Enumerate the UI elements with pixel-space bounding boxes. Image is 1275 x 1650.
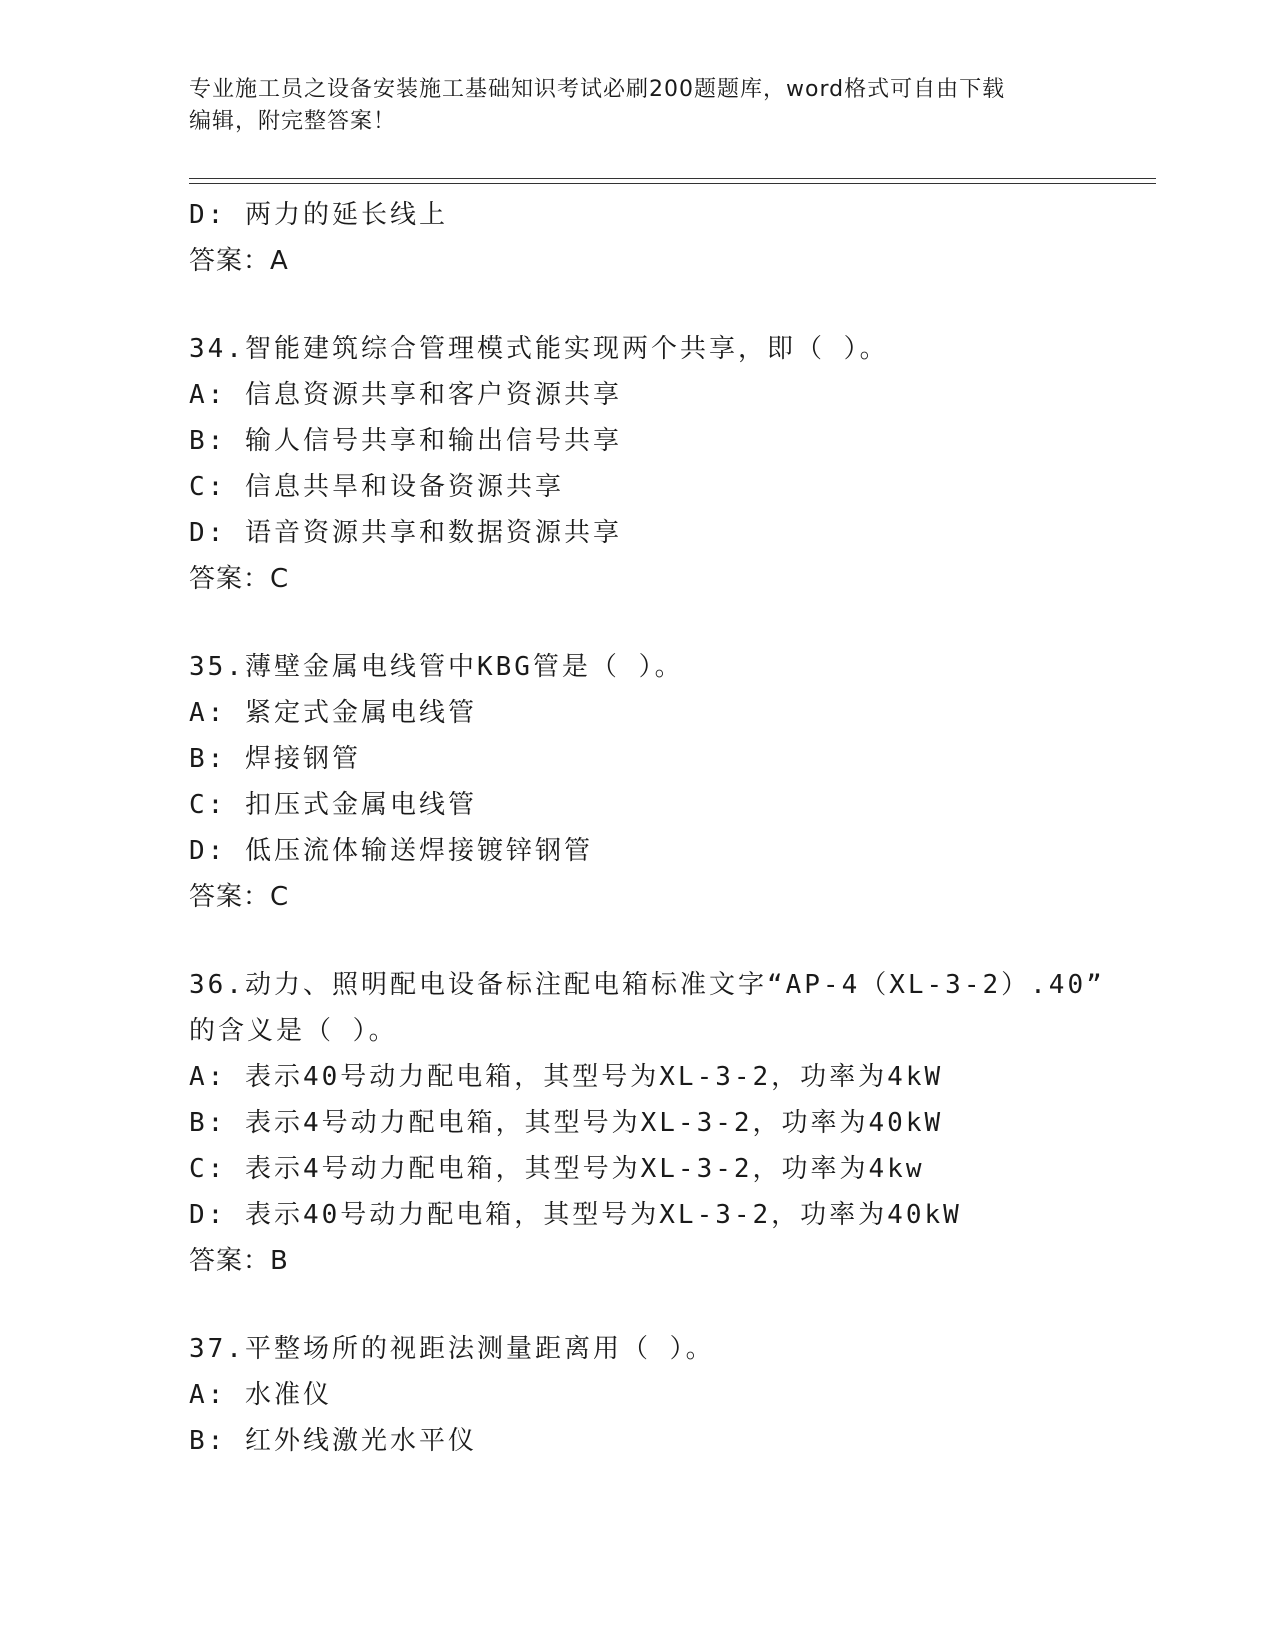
spacer bbox=[189, 1284, 1089, 1326]
question-stem: 37.平整场所的视距法测量距离用（ ）。 bbox=[189, 1334, 715, 1364]
previous-question-tail bbox=[189, 192, 1089, 284]
option-d: D: 语音资源共享和数据资源共享 bbox=[189, 518, 622, 548]
option-b: B: 焊接钢管 bbox=[189, 744, 361, 774]
question-stem: 35.薄壁金属电线管中KBG管是（ ）。 bbox=[189, 652, 684, 682]
question-stem-line2: 的含义是（ ）。 bbox=[189, 1016, 398, 1046]
option-b: B: 输人信号共享和输出信号共享 bbox=[189, 426, 622, 456]
option-c: C: 扣压式金属电线管 bbox=[189, 790, 477, 820]
answer-line: 答案：A bbox=[189, 246, 289, 276]
question-stem-line1: 36.动力、照明配电设备标注配电箱标准文字“AP-4（XL-3-2）.40” bbox=[189, 970, 1105, 1000]
question-stem: 34.智能建筑综合管理模式能实现两个共享，即（ ）。 bbox=[189, 334, 889, 364]
option-b: B: 表示4号动力配电箱，其型号为XL-3-2，功率为40kW bbox=[189, 1108, 944, 1138]
option-a: A: 紧定式金属电线管 bbox=[189, 698, 477, 728]
question-34 bbox=[189, 326, 1089, 602]
question-37 bbox=[189, 1326, 1089, 1464]
option-d: D: 低压流体输送焊接镀锌钢管 bbox=[189, 836, 593, 866]
spacer bbox=[189, 602, 1089, 644]
answer-line: 答案：C bbox=[189, 882, 290, 912]
option-a: A: 水准仪 bbox=[189, 1380, 332, 1410]
document-body bbox=[189, 192, 1105, 1464]
option-c: C: 表示4号动力配电箱，其型号为XL-3-2，功率为4kw bbox=[189, 1154, 925, 1184]
option-d: D: 两力的延长线上 bbox=[189, 200, 448, 230]
answer-line: 答案：B bbox=[189, 1246, 289, 1276]
answer-line: 答案：C bbox=[189, 564, 290, 594]
option-d: D: 表示40号动力配电箱，其型号为XL-3-2，功率为40kW bbox=[189, 1200, 962, 1230]
header-title-line2: 编辑，附完整答案！ bbox=[189, 109, 397, 134]
question-35 bbox=[189, 644, 1089, 920]
option-a: A: 信息资源共享和客户资源共享 bbox=[189, 380, 622, 410]
spacer bbox=[189, 284, 1089, 326]
question-36 bbox=[189, 962, 1105, 1284]
option-b: B: 红外线激光水平仪 bbox=[189, 1426, 477, 1456]
spacer bbox=[189, 920, 1089, 962]
document-header bbox=[189, 74, 1069, 138]
option-c: C: 信息共旱和设备资源共享 bbox=[189, 472, 564, 502]
option-a: A: 表示40号动力配电箱，其型号为XL-3-2，功率为4kW bbox=[189, 1062, 944, 1092]
header-title-line1: 专业施工员之设备安装施工基础知识考试必刷200题题库，word格式可自由下载 bbox=[189, 77, 1006, 102]
header-divider bbox=[189, 178, 1156, 184]
